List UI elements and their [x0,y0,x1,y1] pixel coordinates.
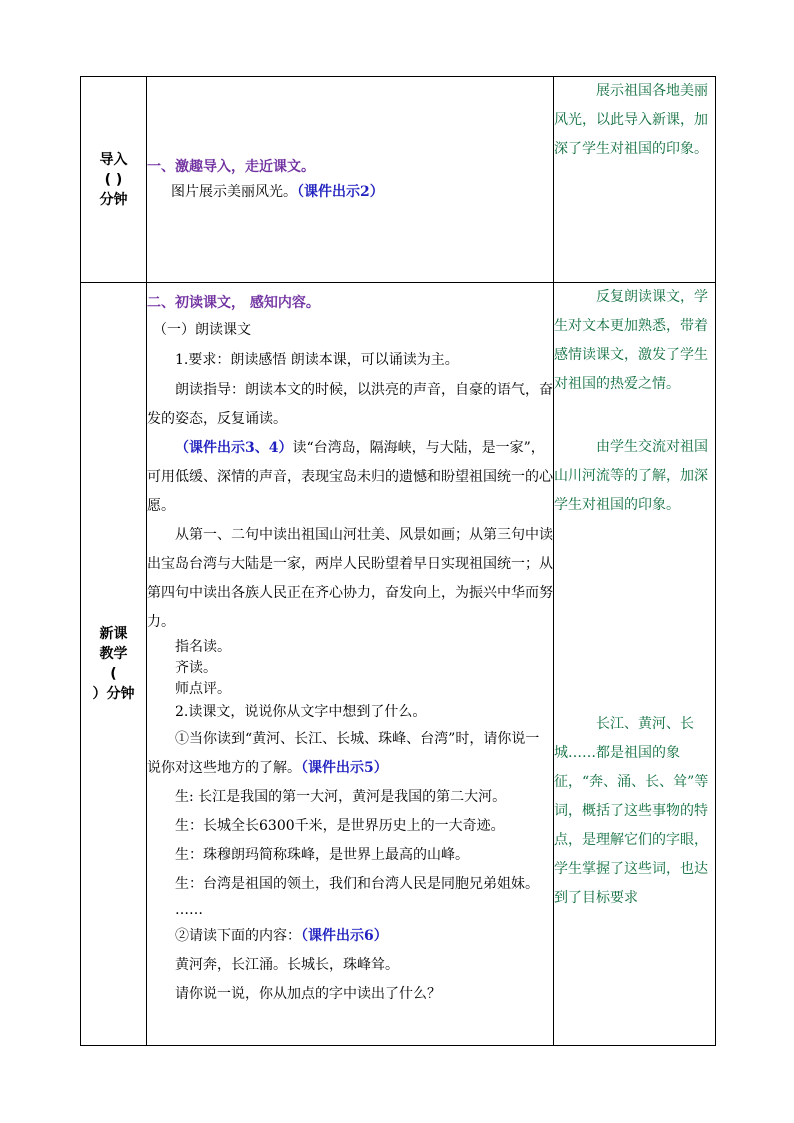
lesson-plan-table [80,76,716,1046]
slide-ref-5: （课件出示5） [301,760,388,776]
note-sharing: 由学生交流对祖国山川河流等的了解，加深学生对祖国的印象。 [554,439,708,513]
row-intro [81,77,716,283]
intro-note: 展示祖国各地美丽风光，以此导入新课，加深了学生对祖国的印象。 [554,77,716,283]
intro-content [147,77,554,283]
intro-heading: 一、激趣导入，走近课文。 [147,158,315,175]
new-lesson-notes [554,283,716,1046]
stage-label-new-lesson: 新课 教学 ( ）分钟 [81,283,147,1046]
note-reading: 反复朗读课文，学生对文本更加熟悉，带着感情读课文，激发了学生对祖国的热爱之情。 [554,289,708,392]
intro-line: 图片展示美丽风光。 [171,183,297,200]
stage-label-intro: 导入 ( ) 分钟 [81,77,147,283]
note-key-words: 长江、黄河、长城……都是祖国的象征，“奔、涌、长、耸”等词，概括了这些事物的特点，是理解它们的字眼，学生掌握了这些词，也达到了目标要求 [554,716,709,906]
intro-ref: （课件出示2） [297,183,384,200]
new-lesson-content: 二、初读课文， 感知内容。 （一）朗读课文 1.要求：朗读感悟 朗读本课，可以诵读为主。 朗读指导：朗读本文的时候，以洪亮的声音，自豪的语气，奋发的姿态，反复诵读。 （课件出示3、4）读“台湾岛，隔海峡，与大陆，是一家”，可用低缓、深情的声音，表现宝岛未归的遗憾和盼望祖国统一的心愿。 从第一、二句中读出祖国山河壮美、风景如画；从第三句中读出宝岛台湾与大陆是一家，两岸人民盼望着早日实现祖国统一；从第四句中读出各族人民正在齐心协力，奋发向上，为振兴中华而努力。 指名读。 齐读。 师点评。 2.读课文，说说你从文字中想到了什么。 ①当你读到“黄河、长江、长城、珠峰、台湾”时，请你说一说你对这些地方的了解。（课件出示5） 生: 长江是我国的第一大河，黄河是我国的第二大河。 生：长城全长6300千米，是世界历史上的一大奇迹。 生：珠穆朗玛简称珠峰，是世界上最高的山峰。 生：台湾是祖国的领土，我们和台湾人民是同胞兄弟姐妹。 …… ②请读下面的内容：（课件出示6） 黄河奔，长江涌。长城长，珠峰耸。 请你说一说，你从加点的字中读出了什么？ [147,283,554,1046]
subsection-title: （一）朗读课文 [153,322,251,338]
row-new-lesson [81,283,716,1046]
section-heading: 二、初读课文， 感知内容。 [147,295,320,311]
slide-ref-3-4: （课件出示3、4） [175,440,293,456]
slide-ref-6: （课件出示6） [301,928,388,944]
